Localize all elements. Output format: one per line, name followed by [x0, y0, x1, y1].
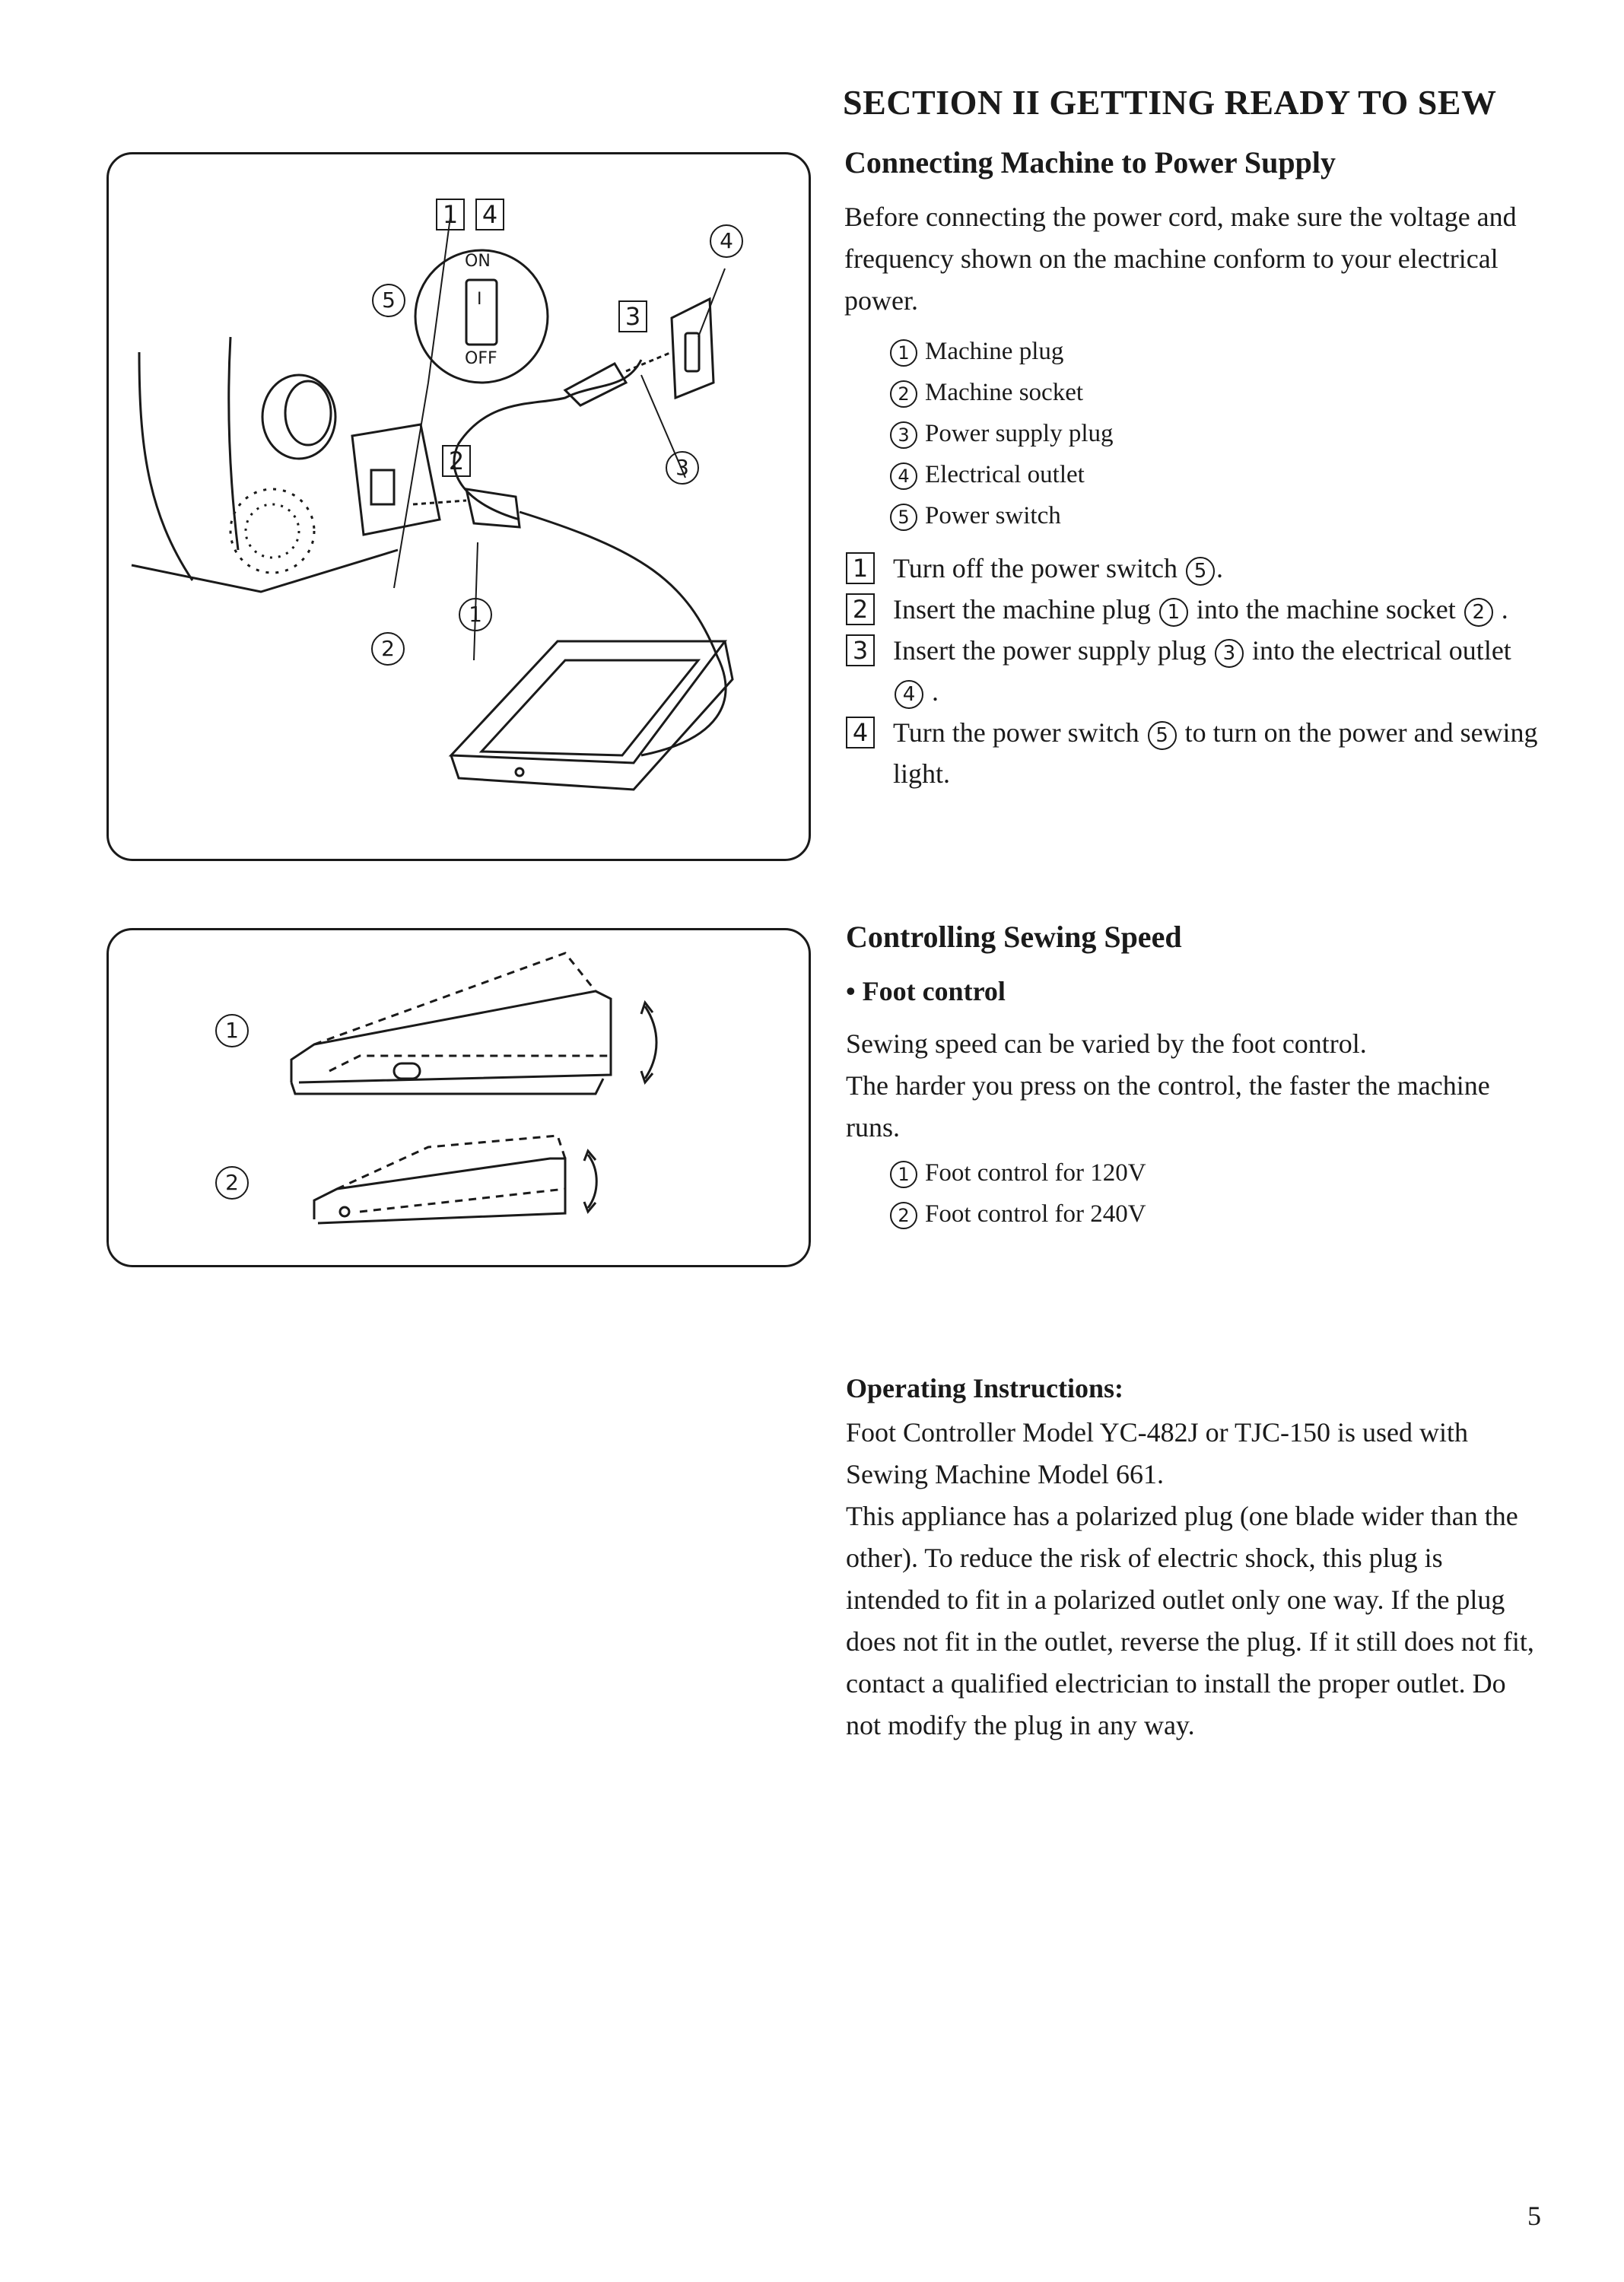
figure1-switch-one-label: I [477, 290, 482, 309]
legend-item [890, 1193, 1146, 1235]
figure1-switch-off-label: OFF [465, 349, 497, 368]
step-text [893, 630, 1546, 712]
step-number: 2 [846, 593, 875, 625]
step-ref: 4 [895, 680, 923, 709]
legend-label: Power switch [925, 502, 1061, 529]
step-text [893, 548, 1223, 589]
step-number: 3 [846, 634, 875, 666]
figure1-callout-2: 2 [371, 632, 405, 666]
step-text-part: into the electrical outlet [1251, 635, 1511, 666]
figure-power-connection [106, 152, 811, 861]
step-text-part: Turn off the power switch [893, 553, 1177, 583]
operating-paragraph-1: Foot Controller Model YC-482J or TJC-150 is used with Sewing Machine Model 661. [846, 1417, 1468, 1489]
section-title: SECTION II GETTING READY TO SEW [843, 83, 1497, 122]
figure1-callout-1: 1 [459, 598, 492, 631]
legend-label: Foot control for 120V [925, 1159, 1146, 1187]
legend-label: Machine plug [925, 338, 1064, 365]
operating-heading: Operating Instructions: [846, 1373, 1124, 1403]
legend-num: 3 [890, 421, 917, 449]
step-text-part: . [1501, 594, 1508, 625]
step-1 [846, 548, 1546, 589]
step-text-part: . [1216, 553, 1223, 583]
figure2-callout-2: 2 [215, 1166, 249, 1200]
legend-num: 1 [890, 1161, 917, 1188]
figure1-callout-3: 3 [666, 451, 699, 485]
speed-paragraph-2: The harder you press on the control, the faster the machine runs. [846, 1070, 1490, 1143]
step-text-part: Insert the power supply plug [893, 635, 1206, 666]
step-ref: 2 [1464, 598, 1493, 627]
legend-item [890, 1152, 1146, 1193]
power-connection-illustration [109, 154, 813, 863]
legend-item [890, 495, 1114, 536]
legend-label: Machine socket [925, 379, 1084, 406]
figure-foot-controls [106, 928, 811, 1267]
legend-item [890, 331, 1114, 372]
step-text-part: Turn the power switch [893, 717, 1139, 748]
legend-num: 1 [890, 339, 917, 367]
figure1-callout-5: 5 [372, 284, 405, 317]
legend-label: Electrical outlet [925, 461, 1085, 488]
page-number: 5 [1527, 2201, 1541, 2231]
step-text-part: to turn on the power and sewing light. [893, 717, 1538, 789]
speed-heading: Controlling Sewing Speed [846, 920, 1182, 954]
figure1-step-box-2: 2 [442, 445, 471, 477]
step-text-part: into the machine socket [1196, 594, 1456, 625]
step-ref: 5 [1186, 557, 1215, 586]
figure1-switch-on-label: ON [465, 252, 491, 271]
foot-control-subheading: • Foot control [846, 976, 1006, 1006]
connection-steps [846, 548, 1546, 794]
foot-control-legend [890, 1152, 1146, 1235]
step-3 [846, 630, 1546, 712]
speed-paragraph-1: Sewing speed can be varied by the foot control. [846, 1028, 1367, 1059]
legend-num: 5 [890, 504, 917, 531]
connecting-heading: Connecting Machine to Power Supply [844, 145, 1336, 180]
step-number: 1 [846, 552, 875, 584]
step-ref: 3 [1215, 639, 1244, 668]
figure1-step-box-3: 3 [618, 300, 647, 332]
step-number: 4 [846, 717, 875, 748]
legend-label: Power supply plug [925, 420, 1114, 447]
legend-num: 2 [890, 380, 917, 408]
step-text-part: Insert the machine plug [893, 594, 1151, 625]
step-text [893, 589, 1508, 630]
step-ref: 5 [1148, 721, 1177, 750]
figure1-callout-4: 4 [710, 224, 743, 258]
legend-num: 4 [890, 462, 917, 490]
legend-item [890, 372, 1114, 413]
operating-paragraph-2: This appliance has a polarized plug (one blade wider than the other). To reduce the risk of electric shock, this plug is intended to fit in a polarized outlet only one way. If the plug does not fit in the outlet, reverse the plug. If it still does not fit, contact a qualified electrician to install the proper outlet. Do not modify the plug in any way. [846, 1501, 1534, 1740]
figure1-step-box-1: 1 [436, 199, 465, 230]
legend-label: Foot control for 240V [925, 1200, 1146, 1228]
legend-num: 2 [890, 1202, 917, 1229]
step-2 [846, 589, 1546, 630]
legend-item [890, 413, 1114, 454]
step-text [893, 712, 1546, 794]
connecting-intro: Before connecting the power cord, make sure the voltage and frequency shown on the machine conform to your electrical power. [844, 202, 1517, 316]
step-4 [846, 712, 1546, 794]
legend-item [890, 454, 1114, 495]
foot-controls-illustration [109, 930, 813, 1270]
figure1-step-box-4: 4 [475, 199, 504, 230]
step-text-part: . [932, 676, 939, 707]
step-ref: 1 [1159, 598, 1188, 627]
parts-legend [890, 331, 1114, 536]
figure2-callout-1: 1 [215, 1014, 249, 1047]
